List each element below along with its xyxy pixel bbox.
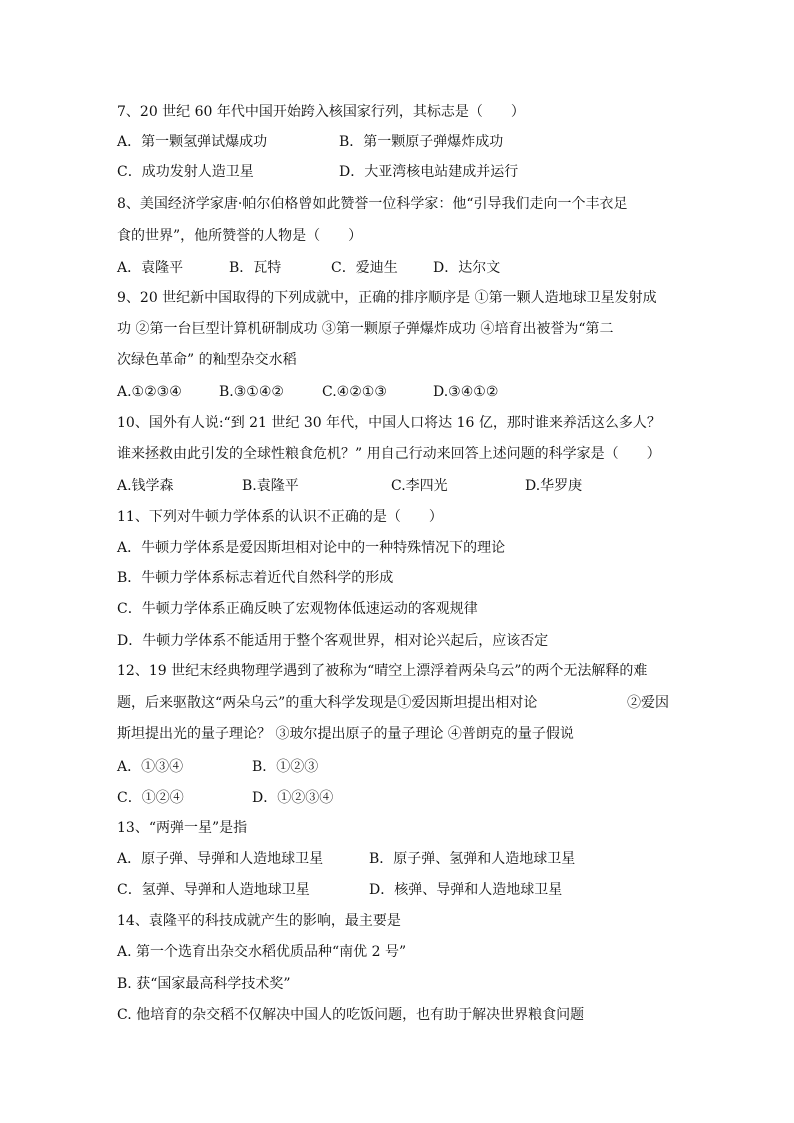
question-12-stem-line-2-text: 题，后来驱散这“两朵乌云”的重大科学发现是①爱因斯坦提出相对论 xyxy=(117,695,538,711)
question-9-stem-line-3: 次绿色革命” 的籼型杂交水稻 xyxy=(117,352,297,368)
question-14-option-c: C. 他培育的杂交稻不仅解决中国人的吃饭问题，也有助于解决世界粮食问题 xyxy=(117,1007,585,1023)
question-8-option-b: B．瓦特 xyxy=(229,260,282,276)
question-9-stem-line-1: 9、20 世纪新中国取得的下列成就中，正确的排序顺序是 ①第一颗人造地球卫星发射成 xyxy=(117,290,657,306)
question-7-option-d: D．大亚湾核电站建成并运行 xyxy=(339,164,519,180)
question-10-option-b: B.袁隆平 xyxy=(242,478,299,494)
question-7-option-b: B．第一颗原子弹爆炸成功 xyxy=(339,134,504,150)
question-9-option-a: A.①②③④ xyxy=(117,384,182,400)
question-12-options-row-1 xyxy=(117,752,319,782)
question-11-option-a: A．牛顿力学体系是爱因斯坦相对论中的一种特殊情况下的理论 xyxy=(117,540,506,556)
question-10-option-d: D.华罗庚 xyxy=(525,478,583,494)
question-14-stem: 14、袁隆平的科技成就产生的影响，最主要是 xyxy=(117,913,401,929)
question-9-option-c: C.④②①③ xyxy=(322,384,387,400)
question-8-options-row xyxy=(117,253,501,283)
question-12-option-d: D．①②③④ xyxy=(252,790,334,806)
question-12-options-row-2 xyxy=(117,783,334,813)
question-10-option-c: C.李四光 xyxy=(391,478,448,494)
question-8-option-a: A．袁隆平 xyxy=(117,260,184,276)
question-9-option-b: B.③①④② xyxy=(219,384,284,400)
question-11-option-b: B．牛顿力学体系标志着近代自然科学的形成 xyxy=(117,570,394,586)
question-10-stem-line-2: 谁来拯救由此引发的全球性粮食危机？” 用自己行动来回答上述问题的科学家是（ ） xyxy=(117,446,661,462)
question-9-stem-line-2: 功 ②第一台巨型计算机研制成功 ③第一颗原子弹爆炸成功 ④培育出被誉为“第二 xyxy=(117,321,614,337)
question-7-options-row-2 xyxy=(117,157,519,187)
question-13-options-row-2 xyxy=(117,875,563,905)
question-7-option-c: C．成功发射人造卫星 xyxy=(117,164,254,180)
question-12-option-a: A．①③④ xyxy=(117,759,184,775)
question-8-option-d: D．达尔文 xyxy=(433,260,501,276)
question-10-options-row xyxy=(117,471,583,501)
question-12-stem-line-2 xyxy=(117,688,669,718)
question-12-stem-line-1: 12、19 世纪末经典物理学遇到了被称为“晴空上漂浮着两朵乌云”的两个无法解释的难 xyxy=(117,663,648,679)
question-13-options-row-1 xyxy=(117,844,576,874)
question-12-option-c: C．①②④ xyxy=(117,790,184,806)
question-10-option-a: A.钱学森 xyxy=(117,478,174,494)
question-12-stem-line-3: 斯坦提出光的量子理论？ ③玻尔提出原子的量子理论 ④普朗克的量子假说 xyxy=(117,726,574,742)
question-12-option-b: B．①②③ xyxy=(252,759,319,775)
question-8-stem-line-2: 食的世界”，他所赞誉的人物是（ ） xyxy=(117,228,363,244)
question-13-option-a: A．原子弹、导弹和人造地球卫星 xyxy=(117,851,324,867)
question-14-option-b: B. 获“国家最高科学技术奖” xyxy=(117,976,291,992)
question-8-option-c: C．爱迪生 xyxy=(331,260,398,276)
question-7-option-a: A．第一颗氢弹试爆成功 xyxy=(117,134,268,150)
question-8-stem-line-1: 8、美国经济学家唐·帕尔伯格曾如此赞誉一位科学家：他“引导我们走向一个丰衣足 xyxy=(117,196,628,212)
question-9-option-d: D.③④①② xyxy=(433,384,499,400)
question-11-stem: 11、下列对牛顿力学体系的认识不正确的是（ ） xyxy=(117,509,443,525)
question-9-options-row xyxy=(117,377,499,407)
question-12-stem-line-2-tail: ②爱因 xyxy=(627,695,669,711)
question-7-options-row-1 xyxy=(117,127,504,157)
question-7-stem: 7、20 世纪 60 年代中国开始跨入核国家行列，其标志是（ ） xyxy=(117,104,525,120)
question-11-option-c: C．牛顿力学体系正确反映了宏观物体低速运动的客观规律 xyxy=(117,601,478,617)
question-14-option-a: A. 第一个选育出杂交水稻优质品种“南优 2 号” xyxy=(117,944,407,960)
question-11-option-d: D．牛顿力学体系不能适用于整个客观世界，相对论兴起后，应该否定 xyxy=(117,633,549,649)
question-10-stem-line-1: 10、国外有人说:“到 21 世纪 30 年代，中国人口将达 16 亿，那时谁来养活这么多人？ xyxy=(117,415,661,431)
question-13-option-d: D．核弹、导弹和人造地球卫星 xyxy=(369,882,563,898)
question-13-option-c: C．氢弹、导弹和人造地球卫星 xyxy=(117,882,310,898)
question-13-stem: 13、“两弹一星”是指 xyxy=(117,820,248,836)
question-13-option-b: B．原子弹、氢弹和人造地球卫星 xyxy=(369,851,576,867)
